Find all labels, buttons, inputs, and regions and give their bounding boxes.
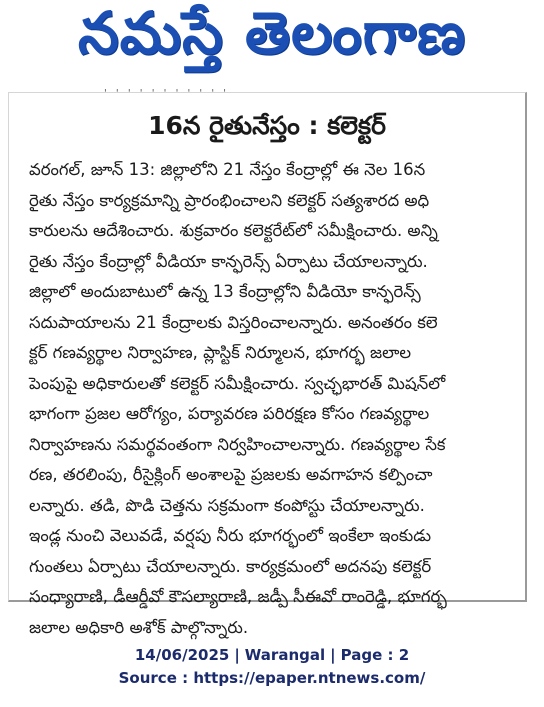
newspaper-logo: నమస్తే తెలంగాణ [78, 0, 466, 67]
article-line: కారులను ఆదేశించారు. శుక్రవారం కలెక్టరేట్‌లో సమీక్షించారు. అన్ని [29, 221, 438, 240]
article-line: గుంతలు ఏర్పాటు చేయాలన్నారు. కార్యక్రమంలో అదనపు కలెక్టర్ [29, 556, 432, 576]
article-line: జిల్లాలో అందుబాటులో ఉన్న 13 కేంద్రాల్లోని వీడియో కాన్ఫరెన్స్ [29, 282, 421, 301]
article-line: సదుపాయాలను 21 కేంద్రాలకు విస్తరించాలన్నారు. అనంతరం కలె [29, 312, 438, 332]
masthead [0, 0, 544, 80]
article-line: రైతు నేస్తం కార్యక్రమాన్ని ప్రారంభించాలని కలెక్టర్ సత్యశారద అధి [29, 190, 430, 210]
page-number: Page : 2 [340, 646, 410, 664]
footer-separator: | [234, 646, 240, 664]
article-clipping [8, 88, 527, 637]
article-line: ఇండ్ల నుంచి వెలువడే, వర్షపు నీరు భూగర్భంలో ఇంకేలా ఇంకుడు [29, 526, 432, 545]
article-headline: 16న రైతునేస్తం : కలెక్టర్ [148, 111, 386, 140]
source-link[interactable]: Source : https://epaper.ntnews.com/ [118, 669, 426, 687]
article-line: జలాల అధికారి అశోక్ పాల్గొన్నారు. [29, 617, 249, 637]
article-line: క్టర్ గణవ్యర్థాల నిర్వాహణ, ప్లాస్టిక్ నిర్మూలన, భూగర్భ జలాల [29, 343, 412, 362]
article-line: రణ, తరలింపు, రీసైక్లింగ్ అంశాలపై ప్రజలకు అవగాహన కల్పించా [29, 465, 433, 484]
clipping-cut-edge: ' ' ' ' ' ' ' ' ' ' ' [104, 88, 230, 99]
article-line: రైతు నేస్తం కేంద్రాల్లో వీడియా కాన్ఫరెన్స్ ఏర్పాటు చేయాలన్నారు. [29, 251, 428, 271]
footer-edition-info [0, 646, 544, 664]
footer-separator: | [330, 646, 336, 664]
edition-date: 14/06/2025 [134, 646, 230, 664]
article-line: వరంగల్, జూన్ 13: జిల్లాలోని 21 నేస్తం కేంద్రాల్లో ఈ నెల 16న [29, 160, 426, 179]
article-line: లన్నారు. తడి, పొడి చెత్తను సక్రమంగా కంపోస్టు చేయాలన్నారు. [29, 495, 425, 515]
article-line: భాగంగా ప్రజల ఆరోగ్యం, పర్యావరణ పరిరక్షణ కోసం గణవ్యర్థాల [29, 404, 430, 423]
edition-name: Warangal [244, 646, 326, 664]
article-line: నిర్వాహణను సమర్థవంతంగా నిర్వహించాలన్నారు. గణవ్యర్థాల సేక [29, 434, 446, 454]
article-line: పెంపుపై అధికారులతో కలెక్టర్ సమీక్షించారు. స్వచ్ఛభారత్ మిషన్‌లో [29, 373, 446, 393]
article-body [29, 155, 519, 643]
article-line: సంధ్యారాణి, డీఆర్డీవో కౌసల్యారాణి, జడ్పీ సీఈవో రాంరెడ్డి, భూగర్భ [29, 587, 447, 606]
